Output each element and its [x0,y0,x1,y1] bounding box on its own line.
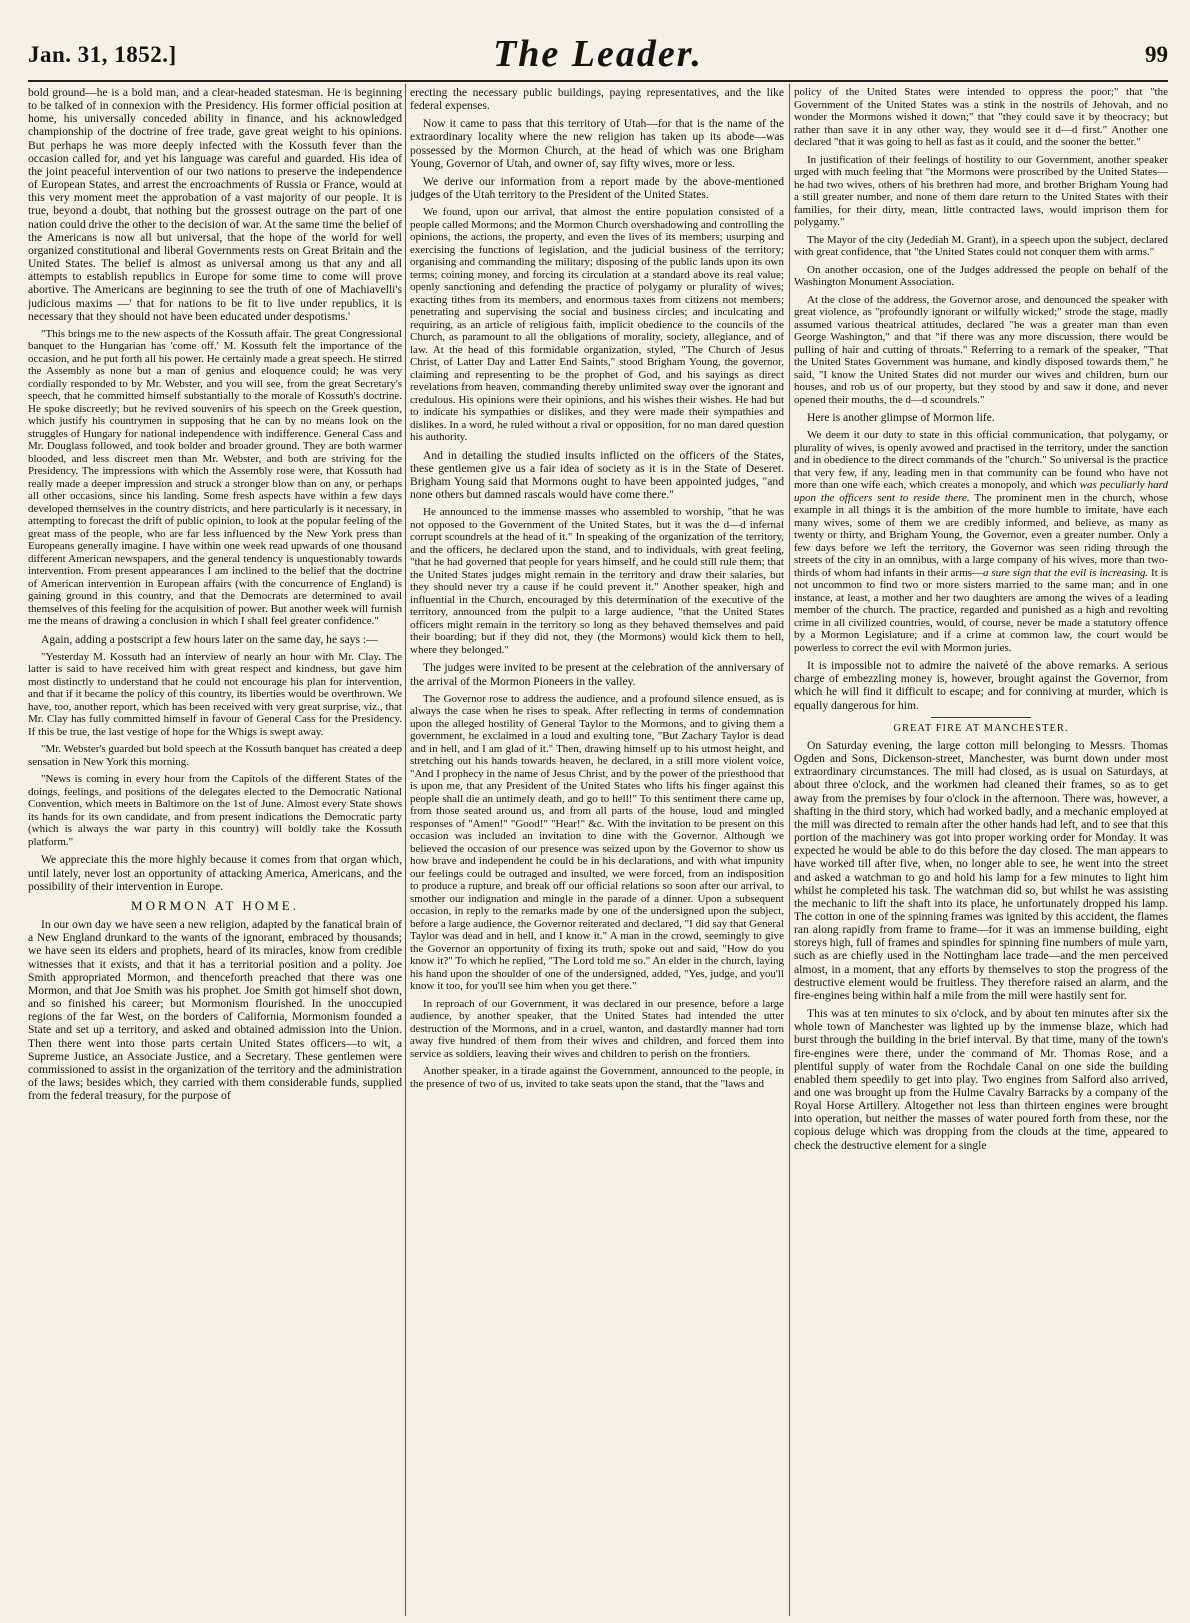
article-paragraph: Again, adding a postscript a few hours later on the same day, he says :— [41,632,378,646]
newspaper-title: The Leader. [493,33,703,75]
quoted-paragraph: The Governor rose to address the audience, and a profound silence ensued, as is always the case when he rises to speak. After reflecting in terms of condemnation upon the alleged hostility of General Taylor to the Mormons, and to giving them a government, he exclaimed in a loud and exulting tone, "But Zachary Taylor is dead and in hell, and I am glad of it." Then, drawing himself up to his utmost height, and stretching out his hands towards heaven, he declared, in a still more violent voice, "And I prophecy in the name of Jesus Christ, and by the power of the priesthood that is upon me, that any President of the United States who lifts his finger against this people shall die an untimely death, and go to hell!" To this sentiment there came up, from those seated around us, and from all parts of the house, loud and mingled responses of "Amen!" "Good!" "Hear!" &c. With the invitation to be present on this occasion was included an invitation to dine with the Governor. Although we believed the occasion of our presence was seized upon by the Governor to show us how brave and independent he could be in his declarations, and with what impunity our feelings could be outraged and insulted, we were forced, from an indisposition to produce a rupture, and break off our official relations so soon after our arrival, to smother our indignation and mingle in the parade of a dinner. Upon a subsequent occasion, in reply to the remarks made by one of the undersigned upon the subject, before a large audience, the Governor reiterated and declared, "I did say that General Taylor was dead and in hell, and I know it." A man in the crowd, seemingly to give the Governor an opportunity of fixing its truth, spoke out and said, "How do you know it?" To which he replied, "The Lord told me so." An elder in the church, laying his hand upon the shoulder of one of the undersigned, added, "Yes, judge, and you'll know it too, for you'll see him when you get there." [410,692,784,993]
column-1 [28,86,402,1612]
quoted-paragraph: In justification of their feelings of hostility to our Government, another speaker urged with much feeling that "the Mormons were proscribed by the United States—he had two wives, others of his brethren had more, and brother Brigham Young had a still greater number, and none of them dare return to the United States with their families, for their dirty, mean, little contracted laws, would imprison them for polygamy." [794,153,1168,228]
quoted-paragraph: He announced to the immense masses who assembled to worship, "that he was not opposed to the Government of the United States, but it was the d—d infernal corrupt scoundrels at the head of it." In speaking of the organization of the territory, and the officers, he declared upon the stand, and to individuals, with great feeling, "that he had governed that people for years himself, and he could still rule them; that the United States judges might remain in the territory and draw their salaries, but they should never try a cause if he could prevent it." Another speaker, high and influential in the Church, encouraged by this determination of the executive of the territory, announced from the pulpit to a large audience, "that the United States officers might remain in the territory so long as they behaved themselves and paid their boarding; but if they did not, they (the Mormons) would kick them to hell, where they belonged." [410,506,784,656]
header-rule [28,80,1168,82]
article-paragraph: Here is another glimpse of Mormon life. [807,411,995,424]
column-3 [794,86,1168,1612]
italic-text-run: a sure sign that the evil is increasing. [982,566,1149,579]
quoted-paragraph: "News is coming in every hour from the Capitols of the different States of the doings, feelings, and positions of the delegates elected to the Democratic National Convention, which meets in Baltimore on the 1st of June. Almost every State shows its hands for its own candidate, and from present indications the Democratic party (which is always the war party in this country) will boldly take the Kossuth platform." [28,773,402,848]
quoted-paragraph: In reproach of our Government, it was declared in our presence, before a large audience, by another speaker, that the United States had intended the utter destruction of the Mormons, and in a cruel, wanton, and dastardly manner had torn away five hundred of them from their wives and children, and forced them into service as soldiers, leaving their wives and children to perish on the frontiers. [410,997,784,1060]
quoted-paragraph: On another occasion, one of the Judges addressed the people on behalf of the Washington Monument Association. [794,263,1168,288]
article-paragraph: In our own day we have seen a new religion, adapted by the fanatical brain of a New England drunkard to the wants of the ignorant, embraced by thousands; we have seen its elders and prophets, heard of its miracles, know from credible witnesses that it exists, and that it has a territorial position and a polity. Joe Smith appropriated Mormon, and thenceforth preached that there was one Mormon, and that Joe Smith was his prophet. Joe Smith got himself shot down, and so finished his career; but Mormonism flourished. In the unoccupied regions of the far West, on the borders of California, Mormonism founded a State and set up a territory, and asked and obtained admission into the Union. Then there went into those parts certain United States officers—to wit, a Supreme Justice, an Associate Justice, and a Secretary. These gentlemen were commissioned to assist in the organization of the territory and the administration of the laws; besides which, they carried with them considerable funds, supplied from the federal treasury, for the purpose of [28,918,402,1103]
article-paragraph: We appreciate this the more highly because it comes from that organ which, until lately, never lost an opportunity of attacking America, Americans, and the possibility of their intervention in Europe. [28,853,402,893]
quoted-paragraph: At the close of the address, the Governor arose, and denounced the speaker with great violence, as "profoundly ignorant or wilfully wicked;" strode the stage, madly assumed various theatrical attitudes, declared "he was a greater man than even George Washington," and that "if there was any more discussion, there would be pulling of hair and cutting of throats." Referring to a remark of the speaker, "That the United States Government was humane, and kindly disposed towards them," he said, "I know the United States did not murder our wives and children, burn our houses, and rob us of our property, but they stood by and saw it done, and never opened their mouths, the d—d scoundrels." [794,293,1168,406]
article-paragraph: The judges were invited to be present at the celebration of the anniversary of the arrival of the Mormon Pioneers in the valley. [410,661,784,688]
quoted-paragraph: Another speaker, in a tirade against the Government, announced to the people, in the presence of two of us, invited to take seats upon the stand, that the "laws and [410,1065,784,1090]
article-paragraph: erecting the necessary public buildings, paying representatives, and the like federal expenses. [410,86,784,113]
article-paragraph: Now it came to pass that this territory of Utah—for that is the name of the extraordinary locality where the new religion has taken up its abode—was possessed by the Mormon Church, at the head of which was one Brigham Young, Governor of Utah, and owner of, say fifty wives, more or less. [410,117,784,170]
section-separator [931,717,1031,718]
section-heading-mormon: MORMON AT HOME. [131,897,299,913]
page-number: 99 [1145,42,1168,67]
article-paragraph: On Saturday evening, the large cotton mill belonging to Messrs. Thomas Ogden and Sons, Dickenson-street, Manchester, was burnt down under most extraordinary circumstances. The mill had closed, as is usual on Saturdays, at about three o'clock, and the workmen had cleaned their frames, so as to get away from the premises by four o'clock in the afternoon. There was, however, a shafting in the third story, which had worked badly, and a mechanic employed at the mill was directed to remain after the other hands had left, and to see that this portion of the machinery was got into proper working order for Monday. It was expected he would be able to do this before the day closed. The man appears to have worked till after five, when, no longer able to see, he went into the street and asked a watchman to go and hold his lamp for a few minutes to light him whilst he completed his task. The watchman did so, but whilst he was assisting the mechanic to lift the shaft into its place, he unfortunately dropped his lamp. The cotton in one of the spinning frames was ignited by this accident, the flames ran along rapidly from frame to frame—for it was an immense building, eight storeys high, full of frames and spindles for spinning fine numbers of mule yarn, such as are chiefly used in the Nottingham lace trade—and the men perceived almost, in a moment, that any efforts by themselves to stop the progress of the destructive element would be fruitless. They therefore raised an alarm, and the fire-engines being within half a mile from the mill were hastily sent for. [794,738,1168,1002]
quoted-paragraph: We found, upon our arrival, that almost the entire population consisted of a people called Mormons; and the Mormon Church overshadowing and controlling the opinions, the actions, the property, and even the lives of its members; usurping and exercising the functions of legislation, and the judicial business of the territory; organising and commanding the military; disposing of the public lands upon its own terms; coining money, and forcing its circulation at a standard above its real value; openly sanctioning and defending the practice of polygamy or plurality of wives; exacting tithes from its members, and enormous taxes from citizens not members; penetrating and supervising the social and business circles; and inculcating and requiring, as an article of religious faith, implicit obedience to the councils of the Church, as paramount to all the obligations of morality, society, allegiance, and of law. At the head of this formidable organization, styled, "The Church of Jesus Christ, of Latter Day and Latter End Saints," stood Brigham Young, the governor, claiming and representing to be the prophet of God, and his sayings as direct revelations from heaven, commanding thereby unlimited sway over the ignorant and credulous. His opinions were their opinions, and his wishes their wishes. He had but to indicate his sympathies or dislikes, and they were made their sympathies and dislikes. In a word, he ruled without a rival or opposition, for no man dared question his authority. [410,206,784,444]
masthead [28,22,1168,80]
text-run: The prominent men in the church, whose example in all things it is the ambition of the more humble to imitate, have each many wives, some of them we are credibly informed, and believe, as many as twenty or thirty, and Brigham Young, the Governor, even a greater number. Only a few days before we left the territory, the Governor was seen riding through the streets of the city in an omnibus, with a large company of his wives, more than two-thirds of whom had infants in their arms— [794,491,1168,579]
article-paragraph: bold ground—he is a bold man, and a clear-headed statesman. He is beginning to be talked of in connexion with the Presidency. His former official position at home, his universally conceded ability in finance, and his acknowledged championship of the doctrine of free trade, gave great weight to his opinions. But perhaps he was more deeply infected with the Kossuth fever than the occasion called for, and yet his language was careful and guarded. His idea of the joint peaceful intervention of our two nations to preserve the independence of European States, and arrest the encroachments of Russia or France, would at this very moment meet the approbation of a vast majority of our people. It is true, beyond a doubt, that nothing but the grossest outrage on the part of one nation could drive the other to the decision of war. At the same time the belief of the Americans is now all but universal, that the hope of the world for well organized constitutional and liberal Governments rests on Great Britain and the United States. The belief is almost as universal among us that any and all attempts to establish republics in Europe for some time to come will prove abortive. The Americans are beginning to see the truth of one of Machiavelli's judicious maxims —' that for nations to be fit to live under republics, it is necessary that they should not have been educated under despotisms.' [28,86,402,323]
italic-text-run: was peculiarly hard upon the officers sent to reside there. [794,479,1168,504]
text-run: We deem it our duty to state in this official communication, that polygamy, or plurality of wives, is openly avowed and practised in the territory, under the sanction and in obedience to the direct commands of the "church." So universal is the practice that very few, if any, leading men in that community can be found who have not more than one wife each, which creates a monopoly, and which [794,429,1168,492]
quoted-paragraph [794,429,1168,654]
column-2 [410,86,784,1612]
issue-date: Jan. 31, 1852.] [28,42,177,67]
quoted-paragraph: The Mayor of the city (Jedediah M. Grant), in a speech upon the subject, declared with great confidence, that "the United States could not conquer them with arms." [794,233,1168,258]
section-heading-fire: GREAT FIRE AT MANCHESTER. [893,722,1069,734]
article-paragraph: We derive our information from a report made by the above-mentioned judges of the Utah territory to the President of the United States. [410,174,784,202]
text-run: It is not uncommon to find two or more sisters married to the same man; and in one instance, at least, a mother and her two daughters are among the wives of a leading member of the church. The practice, regarded and punished as a high and revolting crime in all civilized countries, would, of course, never be made a statutory offence by a Mormon Legislature; and if a crime at common law, the court would be powerless to correct the evil with Mormon juries. [794,566,1168,654]
column-divider [789,84,790,1616]
quoted-paragraph: "Mr. Webster's guarded but bold speech at the Kossuth banquet has created a deep sensation in New York this morning. [28,743,402,768]
column-divider [405,84,406,1616]
article-paragraph: And in detailing the studied insults inflicted on the officers of the States, these gentlemen give us a fair idea of society as it is in the State of Deseret. Brigham Young said that Mormons ought to have been appointed judges, "and none others but damned rascals would have come there." [410,448,784,502]
article-paragraph: This was at ten minutes to six o'clock, and by about ten minutes after six the whole town of Manchester was lighted up by the immense blaze, which had burst through the building in the brief interval. By that time, many of the town's fire-engines were there, under the command of Mr. Thomas Rose, and a plentiful supply of water from the Rochdale Canal on one side the building enabled them speedily to get into play. Two engines from Salford also arrived, and one was brought up from the Hulme Cavalry Barracks by a company of the Royal Horse Artillery. Altogether not less than thirteen engines were brought into operation, but neither the masses of water poured forth from these, nor the copious deluge which was dropping from the clouds at the time, appeared to check the destructive element for a single [794,1007,1168,1152]
quoted-paragraph: policy of the United States were intended to oppress the poor;" that "the Government of the United States was a stink in the nostrils of Jehovah, and no wonder the Mormons wished it down;" that "they could save it by theocracy; but rather than save it in any other way, they would see it d—d first." Another one declared "that it was going to hell as fast as it could, and the sooner the better." [794,86,1168,148]
quoted-paragraph: "This brings me to the new aspects of the Kossuth affair. The great Congressional banquet to the Hungarian has 'come off.' M. Kossuth felt the importance of the occasion, and he put forth all his power. He certainly made a great speech. He stirred the Assembly as none but a man of genius and eloquence could; he was very cordially responded to by Mr. Webster, and you will see, from the great Secretary's speech, that he committed himself substantially to the morale of Kossuth's doctrine. He spoke discreetly; but he revived souvenirs of his speech on the Greek question, which justify his countrymen in supposing that he can by no means look on the struggles of Hungary for national independence with indifference. General Cass and Mr. Douglass followed, and took bolder and broader ground. They are both warmer blooded, and less discreet men than Mr. Webster, and both are striving for the Presidency. The impressions with which the Assembly rose were, that Kossuth had really made a deeper impression and struck a stronger blow than on any, or perhaps all other occasions, since his landing. Some fresh aspects have within a few days developed themselves in the country districts, and here particularly is it necessary, in attempting to forecast the drift of public opinion, to look at the popular feeling of the great mass of the people, who are far less influenced by the New York press than Europeans generally imagine. I have within one week read upwards of one thousand different American newspapers, and the general tendency is unquestionably towards intervention. From present appearances I am inclined to the belief that the doctrine of American intervention in European affairs (with the concurrence of England) is gaining ground in this country, and that the Democrats are determined to avail themselves of this feeling for the acquisition of power. But another week will furnish me the means of drawing a conclusion in which I shall feel greater confidence." [28,327,402,628]
quoted-paragraph: "Yesterday M. Kossuth had an interview of nearly an hour with Mr. Clay. The latter is said to have received him with great respect and kindness, but gave him most distinctly to understand that he could not encourage his plan for intervention, and that if it became the policy of this country, its liberties would be overthrown. We have, too, another report, which has been received with very great surprise, viz., that Mr. Clay has fully committed himself in favour of General Cass for the Presidency. If this be true, the last vestige of hope for the Whigs is swept away. [28,650,402,738]
article-paragraph: It is impossible not to admire the naiveté of the above remarks. A serious charge of embezzling money is, however, brought against the Governor, from which he will find it difficult to escape; and for conniving at murder, which is equally dangerous for him. [794,659,1168,712]
